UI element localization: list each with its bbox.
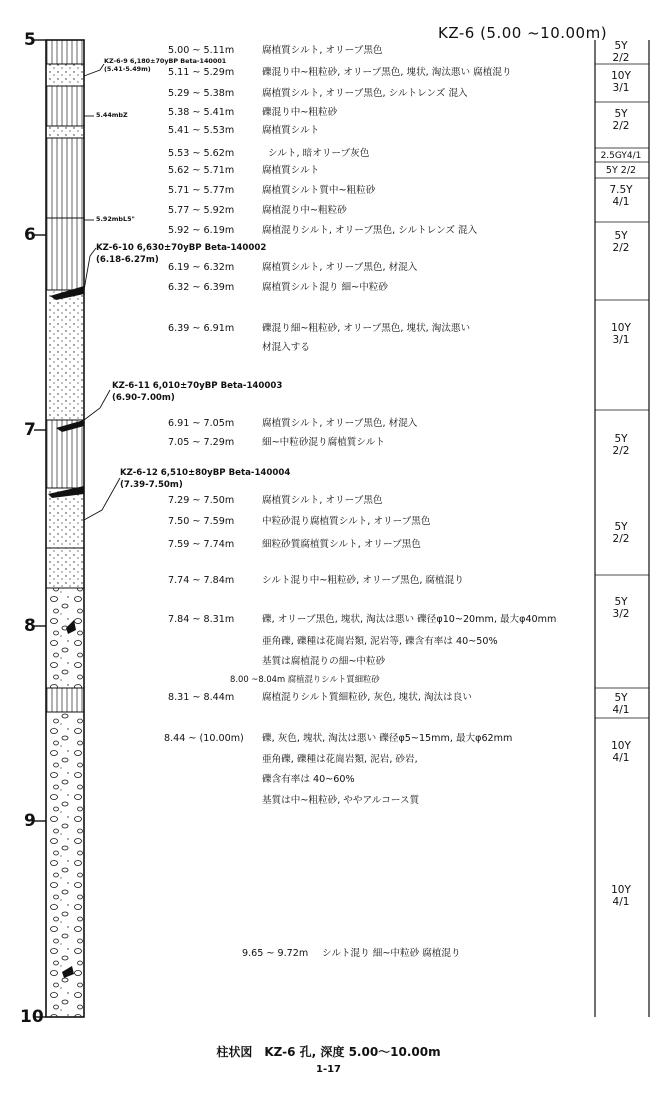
- sample-depth-kz-6-12: (7.39-7.50m): [120, 480, 183, 490]
- lithology-description: 腐植質シルト: [262, 125, 320, 136]
- lithology-description: シルト, 暗オリーブ灰色: [268, 148, 370, 159]
- munsell-color: 5Y 4/1: [612, 692, 630, 716]
- lithology-description: 腐植質シルト, オリーブ黒色, 材混入: [262, 262, 418, 273]
- lithology-description: 細~中粒砂混り腐植質シルト: [262, 437, 385, 448]
- munsell-color: 10Y 3/1: [611, 70, 631, 94]
- sample-depth-kz-6-11: (6.90-7.00m): [112, 393, 175, 403]
- lithology-description: 中粒砂混り腐植質シルト, オリーブ黒色: [262, 516, 431, 527]
- figure-caption: 柱状図 KZ-6 孔, 深度 5.00〜10.00m: [216, 1045, 441, 1059]
- munsell-color: 10Y 3/1: [611, 322, 631, 346]
- depth-range: 9.65 ~ 9.72m: [242, 948, 309, 959]
- column-note: 5.92mbL5": [96, 215, 135, 223]
- depth-range: 7.59 ~ 7.74m: [168, 539, 235, 550]
- munsell-color: 5Y 2/2: [612, 40, 630, 64]
- depth-range: 7.05 ~ 7.29m: [168, 437, 235, 448]
- depth-label-6: 6: [24, 225, 36, 245]
- depth-range: 7.50 ~ 7.59m: [168, 516, 235, 527]
- depth-range: 5.29 ~ 5.38m: [168, 88, 235, 99]
- lithology-description: 腐植質シルト: [262, 165, 320, 176]
- sheet-title: KZ-6 (5.00 ~10.00m): [438, 24, 608, 42]
- sample-depth-kz-6-10: (6.18-6.27m): [96, 255, 159, 265]
- depth-range: 5.77 ~ 5.92m: [168, 205, 235, 216]
- lithology-description-cont: 材混入する: [262, 342, 310, 353]
- lithology-description-cont: 礫含有率は 40~60%: [262, 774, 355, 785]
- sample-depth-kz-6-9: (5.41-5.49m): [104, 65, 151, 73]
- depth-range: 7.74 ~ 7.84m: [168, 575, 235, 586]
- lithology-description-cont: 基質は中~粗粒砂, ややアルコース質: [262, 795, 420, 806]
- depth-range: 5.00 ~ 5.11m: [168, 45, 235, 56]
- depth-range: 5.11 ~ 5.29m: [168, 67, 235, 78]
- depth-range: 5.71 ~ 5.77m: [168, 185, 235, 196]
- lithology-description: 腐植質シルト質中~粗粒砂: [262, 185, 376, 196]
- lithology-sub-note: 8.00 ~8.04m 腐植混りシルト質細粒砂: [230, 674, 380, 684]
- munsell-color: 5Y 3/2: [612, 596, 630, 620]
- lithology-description: 腐植質シルト, オリーブ黒色: [262, 495, 383, 506]
- depth-range: 6.39 ~ 6.91m: [168, 323, 235, 334]
- depth-range: 5.62 ~ 5.71m: [168, 165, 235, 176]
- lithology-description: 腐植混りシルト, オリーブ黒色, シルトレンズ 混入: [262, 225, 478, 236]
- munsell-color: 5Y 2/2: [605, 165, 637, 176]
- sample-label-kz-6-11: KZ-6-11 6,010±70yBP Beta-140003: [112, 381, 283, 391]
- munsell-color: 5Y 2/2: [612, 230, 630, 254]
- depth-label-5: 5: [24, 30, 36, 50]
- munsell-color: 10Y 4/1: [611, 740, 631, 764]
- page-number: 1-17: [315, 1064, 342, 1075]
- lithology-description: 腐植混りシルト質細粒砂, 灰色, 塊状, 淘汰は良い: [262, 692, 472, 703]
- munsell-color: 7.5Y 4/1: [609, 184, 633, 208]
- depth-label-8: 8: [24, 616, 36, 636]
- lithology-description: 腐植質シルト, オリーブ黒色: [262, 45, 383, 56]
- depth-range: 7.29 ~ 7.50m: [168, 495, 235, 506]
- depth-label-7: 7: [24, 420, 36, 440]
- lithology-description: シルト混り 細~中粒砂 腐植混り: [322, 948, 461, 959]
- lithology-description-cont: 基質は腐植混りの細~中粒砂: [262, 656, 386, 667]
- depth-range: 6.91 ~ 7.05m: [168, 418, 235, 429]
- munsell-color: 5Y 2/2: [612, 521, 630, 545]
- lithology-description: 腐植質シルト混り 細~中粒砂: [262, 282, 388, 293]
- lithology-description: 礫混り中~粗粒砂, オリーブ黒色, 塊状, 淘汰悪い 腐植混り: [262, 67, 512, 78]
- depth-range: 6.32 ~ 6.39m: [168, 282, 235, 293]
- munsell-color: 5Y 2/2: [612, 108, 630, 132]
- lithology-description-cont: 亜角礫, 礫種は花崗岩類, 泥岩等, 礫含有率は 40~50%: [262, 636, 498, 647]
- depth-range: 8.31 ~ 8.44m: [168, 692, 235, 703]
- lithology-description: 礫, 灰色, 塊状, 淘汰は悪い 礫径φ5~15mm, 最大φ62mm: [262, 733, 513, 744]
- lithology-description: 細粒砂質腐植質シルト, オリーブ黒色: [262, 539, 421, 550]
- lithology-description: 腐植質シルト, オリーブ黒色, シルトレンズ 混入: [262, 88, 468, 99]
- sample-label-kz-6-10: KZ-6-10 6,630±70yBP Beta-140002: [96, 243, 267, 253]
- lithology-description: シルト混り中~粗粒砂, オリーブ黒色, 腐植混り: [262, 575, 464, 586]
- lithology-description-cont: 亜角礫, 礫種は花崗岩類, 泥岩, 砂岩,: [262, 754, 418, 765]
- lithology-description: 礫混り細~粗粒砂, オリーブ黒色, 塊状, 淘汰悪い: [262, 323, 471, 334]
- depth-range: 6.19 ~ 6.32m: [168, 262, 235, 273]
- depth-range: 5.53 ~ 5.62m: [168, 148, 235, 159]
- depth-range: 5.38 ~ 5.41m: [168, 107, 235, 118]
- column-note: 5.44mbZ: [96, 111, 128, 119]
- depth-label-9: 9: [24, 811, 36, 831]
- depth-range: 8.44 ~ (10.00m): [164, 733, 244, 744]
- sample-label-kz-6-12: KZ-6-12 6,510±80yBP Beta-140004: [120, 468, 291, 478]
- munsell-color: 2.5GY4/1: [600, 151, 642, 161]
- column-layers: [46, 40, 84, 1017]
- lithology-description: 礫混り中~粗粒砂: [262, 107, 338, 118]
- depth-range: 5.92 ~ 6.19m: [168, 225, 235, 236]
- sample-label-kz-6-9: KZ-6-9 6,180±70yBP Beta-140001: [104, 57, 227, 65]
- lithology-description: 腐植質シルト, オリーブ黒色, 材混入: [262, 418, 418, 429]
- lithology-description: 腐植混り中~粗粒砂: [262, 205, 347, 216]
- depth-range: 7.84 ~ 8.31m: [168, 614, 235, 625]
- munsell-color: 10Y 4/1: [611, 884, 631, 908]
- lithology-description: 礫, オリーブ黒色, 塊状, 淘汰は悪い 礫径φ10~20mm, 最大φ40mm: [262, 614, 557, 625]
- munsell-color: 5Y 2/2: [612, 433, 630, 457]
- depth-range: 5.41 ~ 5.53m: [168, 125, 235, 136]
- depth-label-10: 10: [20, 1007, 44, 1027]
